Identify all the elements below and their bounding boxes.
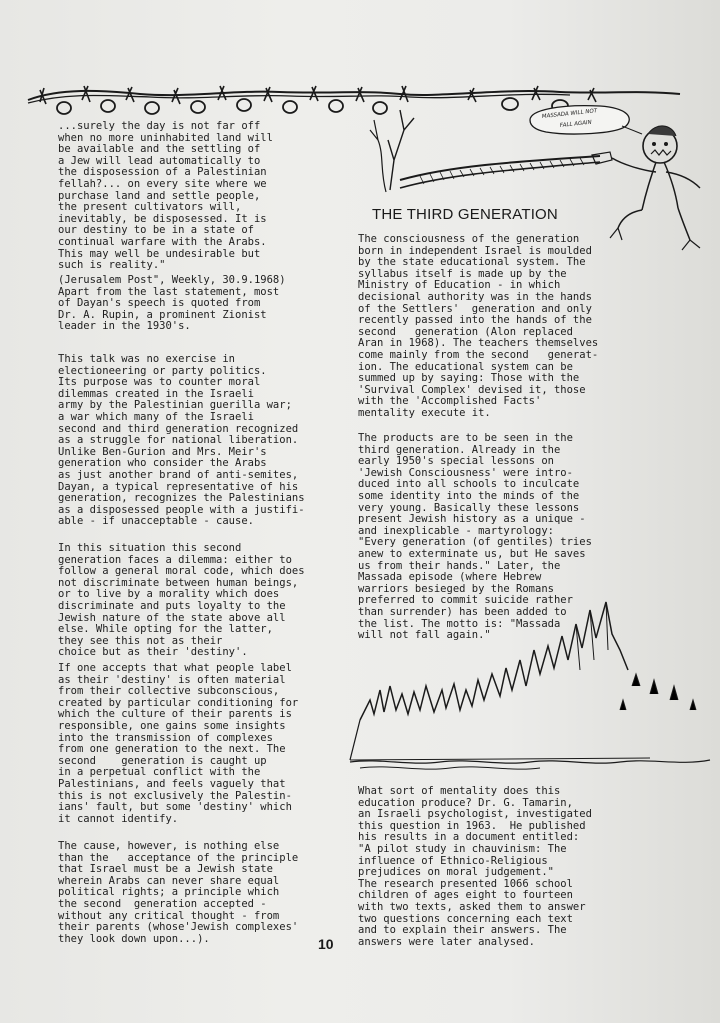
text-line: with the 'Accomplished Facts' <box>358 395 542 408</box>
text-line: the disposession of a Palestinian <box>58 166 267 179</box>
text-line: education produce? Dr. G. Tamarin, <box>358 796 573 809</box>
text-line: with two texts, asked them to answer <box>358 900 586 913</box>
text-line: Massada episode (where Hebrew <box>358 571 542 584</box>
text-line: it cannot identify. <box>58 812 179 825</box>
text-line: Dayan, a typical representative of his <box>58 480 299 493</box>
text-line: generation, recognizes the Palestinians <box>58 492 305 505</box>
text-line: The cause, however, is nothing else <box>58 840 280 852</box>
text-line: If one accepts that what people label <box>58 662 292 674</box>
text-line: In this situation this second <box>58 542 242 554</box>
text-line: this is not exclusively the Palestin- <box>58 789 292 802</box>
left-quote-paragraph <box>58 121 273 272</box>
text-line: fellah?... on every site where we <box>58 177 267 190</box>
text-line: when no more uninhabited land will <box>58 131 273 144</box>
text-line: recently passed into the hands of the <box>358 314 592 327</box>
text-line: purchase land and settle people, <box>58 189 261 202</box>
text-line: This talk was no exercise in <box>58 353 236 365</box>
text-line: "Every generation (of gentiles) tries <box>358 536 592 549</box>
right-paragraph-2 <box>358 433 592 642</box>
text-line: such is reality." <box>58 259 166 272</box>
text-line: second generation (Alon replaced <box>358 325 573 338</box>
text-line: they see this not as their <box>58 634 223 647</box>
left-paragraph-3 <box>58 543 305 659</box>
text-line: than the acceptance of the principle <box>58 851 299 864</box>
text-line: The products are to be seen in the <box>358 432 573 444</box>
text-line: will not fall again." <box>358 629 491 642</box>
text-line: Unlike Ben-Gurion and Mrs. Meir's <box>58 445 267 458</box>
text-line: Jewish nature of the state above all <box>58 611 286 624</box>
text-line: follow a general moral code, which does <box>58 565 305 578</box>
text-line: of the Settlers' generation and only <box>358 302 592 315</box>
text-line: Its purpose was to counter moral <box>58 376 261 389</box>
text-line: Apart from the last statement, most <box>58 285 280 298</box>
text-line: Aran in 1968). The teachers themselves <box>358 337 599 350</box>
text-line: us from their hands." Later, the <box>358 559 561 572</box>
text-line: present Jewish history as a unique - <box>358 513 586 526</box>
text-line: This may well be undesirable but <box>58 247 261 260</box>
text-line: our destiny to be in a state of <box>58 224 254 237</box>
text-line: else. While opting for the latter, <box>58 623 273 636</box>
text-line: the present cultivators will, <box>58 201 242 214</box>
text-line: anew to exterminate us, but He saves <box>358 547 586 560</box>
left-source-paragraph <box>58 275 286 333</box>
text-line: generation who consider the Arabs <box>58 457 267 470</box>
text-line: continual warfare with the Arabs. <box>58 235 267 248</box>
text-line: from their collective subconscious, <box>58 685 280 698</box>
text-line: preferred to commit suicide rather <box>358 594 573 607</box>
page-number: 10 <box>318 936 334 952</box>
text-line: leader in the 1930's. <box>58 320 191 333</box>
text-line: warriors besieged by the Romans <box>358 582 554 595</box>
text-line: or to live by a morality which does <box>58 588 280 601</box>
text-line: decisional authority was in the hands <box>358 290 592 303</box>
text-line: which the culture of their parents is <box>58 708 292 721</box>
text-line: ians' fault, but some 'destiny' which <box>58 801 292 814</box>
right-paragraph-3 <box>358 786 592 948</box>
text-line: as a struggle for national liberation. <box>58 434 299 447</box>
left-paragraph-4 <box>58 663 298 825</box>
text-line: second and third generation recognized <box>58 422 299 435</box>
text-line: second generation is caught up <box>58 754 267 767</box>
text-line: summed up by saying: Those with the <box>358 372 580 385</box>
text-line: as just another brand of anti-semites, <box>58 468 299 481</box>
text-line: from one generation to the next. The <box>58 743 286 756</box>
text-line: ion. The educational system can be <box>358 360 573 373</box>
text-line: his results in a document entitled: <box>358 831 580 844</box>
text-line: choice but as their 'destiny'. <box>58 646 248 659</box>
text-line: wherein Arabs can never share equal <box>58 874 280 887</box>
text-line: be available and the settling of <box>58 143 261 156</box>
text-line: as their 'destiny' is often material <box>58 673 286 686</box>
text-line: Dr. A. Rupin, a prominent Zionist <box>58 308 267 321</box>
text-line: children of ages eight to fourteen <box>358 889 573 902</box>
text-line: discriminate and puts loyalty to the <box>58 599 286 612</box>
text-line: ...surely the day is not far off <box>58 120 261 132</box>
text-line: able - if unacceptable - cause. <box>58 515 254 528</box>
text-line: as a disposessed people with a justifi- <box>58 503 305 516</box>
left-paragraph-2 <box>58 354 305 528</box>
text-line: their parents (whose'Jewish complexes' <box>58 921 299 934</box>
text-line: in a perpetual conflict with the <box>58 766 261 779</box>
text-line: inevitably, be disposessed. It is <box>58 212 267 225</box>
text-line: The research presented 1066 school <box>358 877 573 890</box>
text-line: without any critical thought - from <box>58 909 280 922</box>
text-line: come mainly from the second generat- <box>358 348 599 361</box>
text-line: a war which many of the Israeli <box>58 410 254 423</box>
section-heading: THE THIRD GENERATION <box>372 206 558 223</box>
text-line: third generation. Already in the <box>358 443 561 456</box>
text-line: 'Jewish Consciousness' were intro- <box>358 466 573 479</box>
text-line: prejudices on moral judgement." <box>358 866 554 879</box>
text-line: into the transmission of complexes <box>58 731 273 744</box>
text-line: dilemmas created in the Israeli <box>58 387 254 400</box>
text-line: duced into all schools to inculcate <box>358 478 580 491</box>
text-line: Ministry of Education - in which <box>358 279 561 292</box>
text-line: early 1950's special lessons on <box>358 455 554 468</box>
text-line: a Jew will lead automatically to <box>58 154 261 167</box>
text-line: The consciousness of the generation <box>358 233 580 245</box>
text-line: responsible, one gains some insights <box>58 719 286 732</box>
text-line: very young. Basically these lessons <box>358 501 580 514</box>
text-line: syllabus itself is made up by the <box>358 267 567 280</box>
text-line: of Dayan's speech is quoted from <box>58 297 261 310</box>
text-line: not discriminate between human beings, <box>58 576 299 589</box>
text-line: this question in 1963. He published <box>358 819 586 832</box>
text-line: influence of Ethnico-Religious <box>358 854 548 867</box>
text-line: answers were later analysed. <box>358 935 536 948</box>
text-line: by the state educational system. The <box>358 256 586 269</box>
text-line: the second generation accepted - <box>58 897 267 910</box>
text-line: "A pilot study in chauvinism: The <box>358 842 567 855</box>
text-line: and to explain their answers. The <box>358 924 567 937</box>
text-line: (Jerusalem Post", Weekly, 30.9.1968) <box>58 274 286 286</box>
text-line: 'Survival Complex' devised it, those <box>358 383 586 396</box>
text-line: electioneering or party politics. <box>58 364 267 377</box>
text-line: the list. The motto is: "Massada <box>358 617 561 630</box>
text-line: that Israel must be a Jewish state <box>58 863 273 876</box>
text-line: created by particular conditioning for <box>58 696 299 709</box>
text-line: army by the Palestinian guerilla war; <box>58 399 292 412</box>
right-paragraph-1 <box>358 234 598 420</box>
text-line: they look down upon...). <box>58 932 210 945</box>
sign-text-line1: MASSADA WILL NOT <box>541 108 598 120</box>
text-line: generation faces a dilemma: either to <box>58 553 292 566</box>
text-line: What sort of mentality does this <box>358 785 561 797</box>
text-line: an Israeli psychologist, investigated <box>358 808 592 821</box>
text-line: than surrender) has been added to <box>358 605 567 618</box>
text-line: mentality execute it. <box>358 406 491 419</box>
text-line: some identity into the minds of the <box>358 489 580 502</box>
text-line: born in independent Israel is moulded <box>358 244 592 257</box>
sign-text-line2: FALL AGAIN <box>559 119 593 129</box>
text-line: Palestinians, and feels vaguely that <box>58 777 286 790</box>
text-line: two questions concerning each text <box>358 912 573 925</box>
text-line: political rights; a principle which <box>58 886 280 899</box>
text-line: and inexplicable - martyrology: <box>358 524 554 537</box>
left-paragraph-5 <box>58 841 298 945</box>
